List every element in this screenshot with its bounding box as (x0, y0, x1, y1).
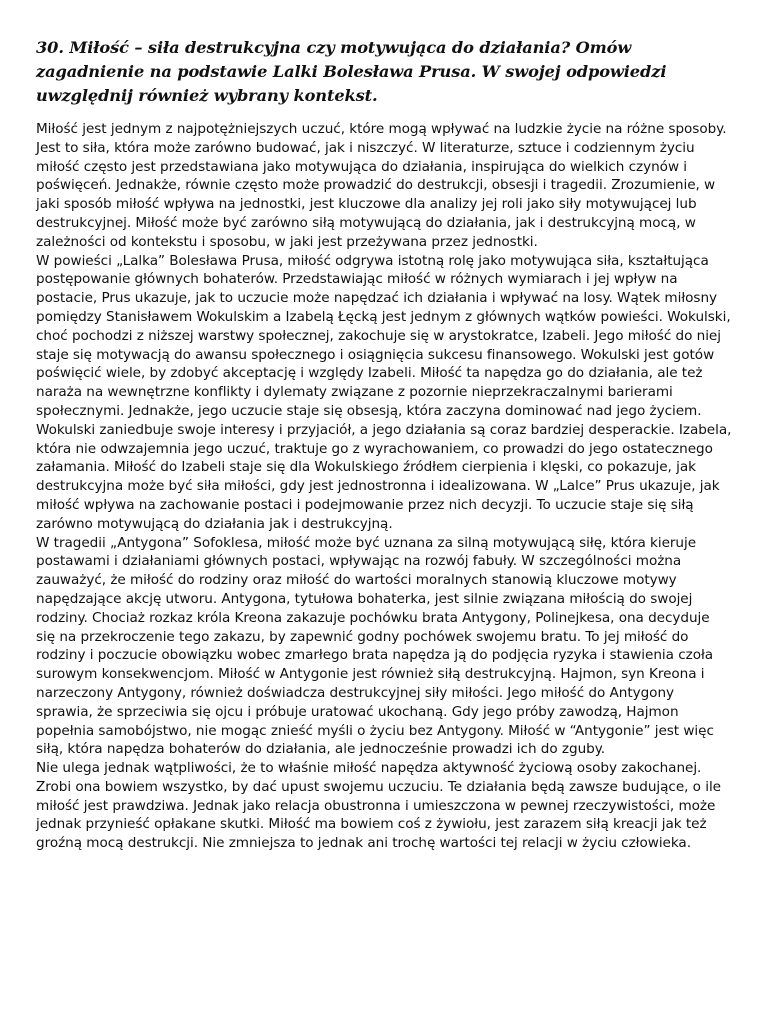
paragraph-antygona: W tragedii „Antygona” Sofoklesa, miłość może być uznana za silną motywującą siłę, która kieruje postawami i działaniami głównych postaci, wpływając na rozwój fabuły. W szczególności można zauważyć, że miłość do rodziny oraz miłość do wartości moralnych stanowią kluczowe motywy napędzające akcję utworu. Antygona, tytułowa bohaterka, jest silnie związana miłością do swojej rodziny. Chociaż rozkaz króla Kreona zakazuje pochówku brata Antygony, Polinejkesa, ona decyduje się na przekroczenie tego zakazu, by zapewnić godny pochówek swojemu bratu. To jej miłość do rodziny i poczucie obowiązku wobec zmarłego brata napędza ją do podjęcia ryzyka i stawienia czoła surowym konsekwencjom. Miłość w Antygonie jest również siłą destrukcyjną. Hajmon, syn Kreona i narzeczony Antygony, również doświadcza destrukcyjnej siły miłości. Jego miłość do Antygony sprawia, że sprzeciwia się ojcu i próbuje uratować ukochaną. Gdy jego próby zawodzą, Hajmon popełnia samobójstwo, nie mogąc znieść myśli o życiu bez Antygony. Miłość w “Antygonie” jest więc siłą, która napędza bohaterów do działania, ale jednocześnie prowadzi ich do zguby. (36, 534, 714, 758)
question-heading: 30. Miłość – siła destrukcyjna czy motywująca do działania? Omów zagadnienie na podstawie Lalki Bolesława Prusa. W swojej odpowiedzi uwzględnij również wybrany kontekst. (36, 38, 667, 105)
paragraph-lalka: W powieści „Lalka” Bolesława Prusa, miłość odgrywa istotną rolę jako motywująca siła, kształtująca postępowanie głównych bohaterów. Przedstawiając miłość w różnych wymiarach i jej wpływ na postacie, Prus ukazuje, jak to uczucie może napędzać ich działania i wpływać na losy. Wątek miłosny pomiędzy Stanisławem Wokulskim a Izabelą Łęcką jest jednym z głównych wątków powieści. Wokulski, choć pochodzi z niższej warstwy społecznej, zakochuje się w arystokratce, Izabeli. Jego miłość do niej staje się motywacją do awansu społecznego i osiągnięcia sukcesu finansowego. Wokulski jest gotów poświęcić wiele, by zdobyć akceptację i względy Izabeli. Miłość ta napędza go do działania, ale też naraża na wewnętrzne konflikty i dylematy związane z pozornie nieprzekraczalnymi barierami społecznymi. Jednakże, jego uczucie staje się obsesją, która zaczyna dominować nad jego życiem. Wokulski zaniedbuje swoje interesy i przyjaciół, a jego działania są coraz bardziej desperackie. Izabela, która nie odwzajemnia jego uczuć, traktuje go z wyrachowaniem, co prowadzi do jego ostatecznego załamania. Miłość do Izabeli staje się dla Wokulskiego źródłem cierpienia i klęski, co pokazuje, jak destrukcyjna może być siła miłości, gdy jest jednostronna i idealizowana. W „Lalce” Prus ukazuje, jak miłość wpływa na zachowanie postaci i podejmowanie przez nich decyzji. To uczucie staje się siłą zarówno motywującą do działania jak i destrukcyjną. (36, 252, 732, 532)
document-page (36, 36, 732, 853)
paragraph-conclusion: Nie ulega jednak wątpliwości, że to właśnie miłość napędza aktywność życiową osoby zakochanej. Zrobi ona bowiem wszystko, by dać upust swojemu uczuciu. Te działania będą zawsze budujące, o ile miłość jest prawdziwa. Jednak jako relacja obustronna i umieszczona w pewnej rzeczywistości, może jednak przynieść opłakane skutki. Miłość ma bowiem coś z żywiołu, jest zarazem siłą kreacji jak też groźną mocą destrukcji. Nie zmniejsza to jednak ani trochę wartości tej relacji w życiu człowieka. (36, 760, 721, 852)
paragraph-introduction: Miłość jest jednym z najpotężniejszych uczuć, które mogą wpływać na ludzkie życie na różne sposoby. Jest to siła, która może zarówno budować, jak i niszczyć. W literaturze, sztuce i codziennym życiu miłość często jest przedstawiana jako motywująca do działania, inspirująca do wielkich czynów i poświęceń. Jednakże, równie często może prowadzić do destrukcji, obsesji i tragedii. Zrozumienie, w jaki sposób miłość wpływa na jednostki, jest kluczowe dla analizy jej roli jako siły motywującej lub destrukcyjnej. Miłość może być zarówno siłą motywującą do działania, jak i destrukcyjną mocą, w zależności od kontekstu i sposobu, w jaki jest przeżywana przez jednostki. (36, 121, 727, 250)
